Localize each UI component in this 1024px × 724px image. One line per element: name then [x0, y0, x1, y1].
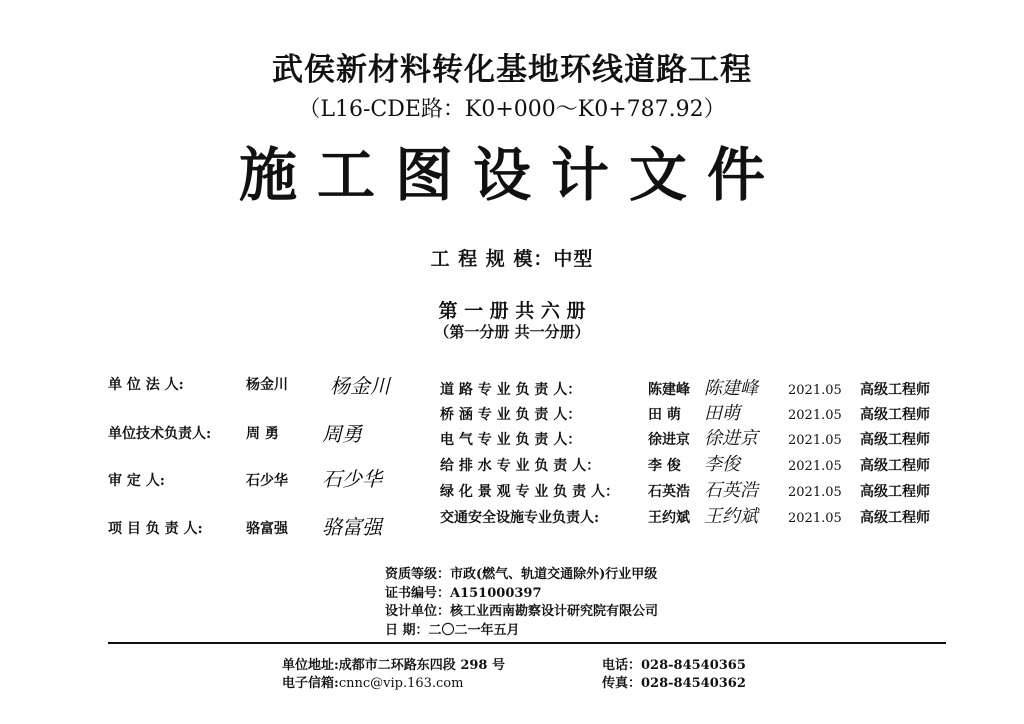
- right-date: 2021.05: [788, 485, 842, 500]
- right-name: 石英浩: [648, 484, 690, 500]
- right-role: 给 排 水 专 业 负 责 人：: [440, 458, 601, 474]
- design-unit: 设计单位：核工业西南勘察设计研究院有限公司: [385, 604, 659, 619]
- fax: 传真：028-84540362: [602, 676, 746, 691]
- left-role-approve: 审 定 人:: [108, 473, 165, 489]
- right-date: 2021.05: [788, 511, 842, 526]
- right-signature: 李俊: [704, 454, 740, 475]
- right-title: 高级工程师: [860, 432, 930, 448]
- right-date: 2021.05: [788, 383, 842, 398]
- right-title: 高级工程师: [860, 458, 930, 474]
- right-signature: 石英浩: [704, 480, 758, 501]
- email-label: 电子信箱:: [282, 676, 339, 691]
- phone: 电话：028-84540365: [602, 658, 746, 673]
- signature-legal: 杨金川: [330, 374, 390, 398]
- scale-label: 工 程 规 模：: [430, 248, 554, 270]
- right-name: 徐进京: [648, 432, 690, 448]
- email-line: [282, 672, 463, 691]
- email-link[interactable]: cnnc@vip.163.com: [338, 676, 464, 691]
- left-role-tech: 单位技术负责人:: [108, 426, 212, 442]
- right-role: 电 气 专 业 负 责 人：: [440, 432, 582, 448]
- right-title: 高级工程师: [860, 407, 930, 423]
- right-signatory-row: [440, 424, 930, 450]
- right-name: 田 萌: [648, 407, 681, 423]
- right-title: 高级工程师: [860, 382, 930, 398]
- volume-info: 第 一 册 共 六 册: [438, 300, 586, 322]
- document-type-title: 施工图设计文件: [238, 141, 785, 209]
- left-role-pm: 项 目 负 责 人:: [108, 521, 203, 537]
- project-scale: [0, 244, 1024, 271]
- right-name: 王约斌: [648, 510, 690, 526]
- footer-divider: [108, 642, 946, 644]
- right-role: 道 路 专 业 负 责 人：: [440, 382, 582, 398]
- right-signatory-row: [440, 476, 930, 502]
- right-date: 2021.05: [788, 433, 842, 448]
- right-role: 交通安全设施专业负责人:: [440, 510, 600, 526]
- right-role: 绿 化 景 观 专 业 负 责 人：: [440, 484, 619, 500]
- scale-value: 中型: [553, 248, 594, 270]
- left-name-approve: 石少华: [246, 473, 288, 489]
- right-signature: 陈建峰: [704, 378, 758, 399]
- project-title: 武侯新材料转化基地环线道路工程: [272, 52, 752, 88]
- right-signature: 田萌: [704, 403, 740, 424]
- signature-tech: 周勇: [322, 422, 362, 446]
- right-role: 桥 涵 专 业 负 责 人：: [440, 407, 582, 423]
- right-signatory-row: [440, 450, 930, 476]
- signature-approve: 石少华: [322, 467, 382, 491]
- right-date: 2021.05: [788, 459, 842, 474]
- left-name-legal: 杨金川: [246, 377, 288, 393]
- right-title: 高级工程师: [860, 484, 930, 500]
- right-name: 李 俊: [648, 458, 681, 474]
- road-range: （L16-CDE路：K0+000～K0+787.92）: [298, 97, 726, 122]
- right-signatory-row: [440, 374, 930, 400]
- right-signature: 王约斌: [704, 506, 758, 527]
- right-title: 高级工程师: [860, 510, 930, 526]
- right-signature: 徐进京: [704, 428, 758, 449]
- left-name-pm: 骆富强: [246, 521, 288, 537]
- unit-address: 单位地址:成都市二环路东四段 298 号: [282, 658, 505, 673]
- document-date: 日 期：二〇二一年五月: [385, 623, 520, 638]
- left-name-tech: 周 勇: [246, 426, 279, 442]
- right-name: 陈建峰: [648, 382, 690, 398]
- certificate-number: 证书编号：A151000397: [385, 586, 542, 601]
- right-date: 2021.05: [788, 408, 842, 423]
- left-role-legal: 单 位 法 人:: [108, 377, 184, 393]
- volume-sub-info: （第一分册 共一分册）: [434, 323, 590, 341]
- right-signatory-row: [440, 399, 930, 425]
- signature-pm: 骆富强: [322, 515, 382, 539]
- qualification-level: 资质等级：市政(燃气、轨道交通除外)行业甲级: [385, 567, 658, 582]
- right-signatory-row: [440, 502, 930, 528]
